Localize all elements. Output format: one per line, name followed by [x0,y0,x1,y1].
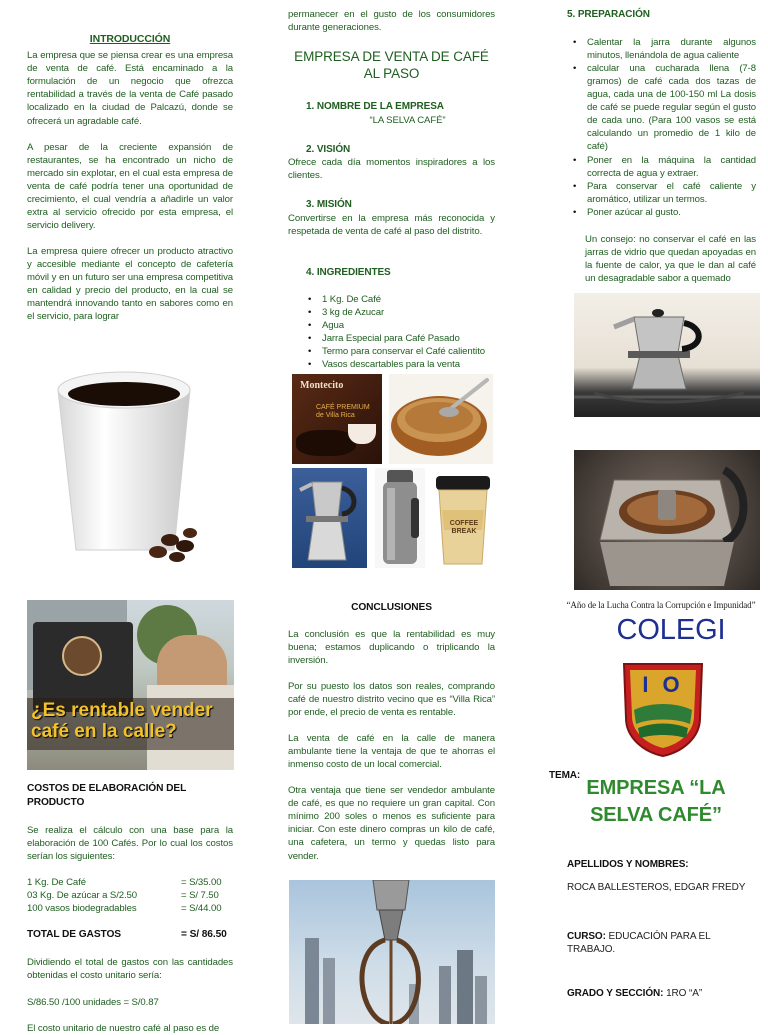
cost-row [27,889,233,902]
brand-sub: CAFÉ PREMIUM de Villa Rica [316,404,370,419]
preparation-step: • Poner en la máquina la cantidad correcta de agua y extraer. [567,154,756,180]
advice-text: Un consejo: no conservar el café en las jarras de vidrio que quedan apoyadas en la fuente de calor, ya que le dan al café un desagradable sabor a quemado [585,234,756,285]
ingredient-item: • Agua [302,319,495,332]
total-value: = S/ 86.50 [181,929,227,941]
tema-title: EMPRESA “LA SELVA CAFÉ” [586,777,726,826]
coffee-bag-image [292,374,382,464]
unit-cost-formula: S/86.50 /100 unidades = S/0.87 [27,997,159,1008]
divide-text: Dividiendo el total de gastos con las cantidades obtenidas el costo unitario sería: [27,956,233,981]
grado-value: 1RO “A” [666,988,703,1000]
cart-logo [62,636,102,676]
colegio-title: COLEGI [616,614,726,646]
moka-pot-image [292,468,367,568]
cover-section [562,600,760,646]
preparation-step: • Calentar la jarra durante algunos minutos, llenándola de agua caliente [567,36,756,62]
curso-label: CURSO: [567,931,606,943]
ingredient-item: • Jarra Especial para Café Pasado [302,332,495,345]
costs-intro: Se realiza el cálculo con una base para la elaboración de 100 Cafés. Por lo cual los costos serían los siguientes: [27,824,233,862]
preparation-steps [567,36,756,220]
stove-moka-photo [574,293,760,417]
section-1-title: 1. NOMBRE DE LA EMPRESA [306,101,444,113]
cost-price: = S/ 7.50 [181,889,219,901]
section-5-title: 5. PREPARACIÓN [567,9,650,20]
section-3-title: 3. MISIÓN [306,199,352,211]
section-4-title: 4. INGREDIENTES [306,267,391,279]
cost-row [27,876,233,889]
cost-item: 03 Kg. De azúcar a S/2.50 [27,889,138,901]
cost-list [27,876,233,915]
grado-line [567,987,757,1001]
conclusions-section [288,601,495,863]
conclusion-paragraph-1: La conclusión es que la rentabilidad es muy buena; estamos duplicando o triplicando la inversión. [288,628,495,666]
right-column [567,8,756,285]
intro-paragraph-3: La empresa quiere ofrecer un producto atractivo y accesible mediante el concepto de cafetería móvil y en un futuro ser una empresa competitiva en calidad y precio del producto, en la cual se mantendrá innovando tanto en sabores como en el servicio, para lograr [27,245,233,323]
cost-item: 100 vasos biodegradables [27,902,137,914]
mini-cup-shape [348,424,376,444]
mission-text: Convertirse en la empresa más reconocida y respetada de venta de café al paso del distrito. [288,213,495,238]
city-espresso-photo [289,880,495,1024]
conclusions-title: CONCLUSIONES [351,602,432,613]
preparation-step: • Poner azúcar al gusto. [567,206,756,219]
middle-column [288,8,495,371]
ingredient-item: • 3 kg de Azucar [302,306,495,319]
intro-paragraph-2: A pesar de la creciente expansión de restaurantes, se ha encontrado un nicho de mercado sin explotar, en el cual esta empresa de venta de café podría tener una oportunidad de crecimiento, el cual vendría a añadirle un valor extra al servicio ofrecido por esta empresa, el servicio delivery. [27,141,233,231]
coffee-break-cup-image [432,470,494,568]
curso-value: EDUCACIÓN PARA EL TRABAJO. [567,931,711,956]
cost-price: = S/44.00 [181,902,222,914]
company-name: “LA SELVA CAFÉ” [369,114,446,126]
total-label: TOTAL DE GASTOS [27,929,121,941]
preparation-step: • calcular una cucharada llena (7-8 gramos) de café cada dos tazas de agua, cada una de 100-150 ml La dosis de café se puede regular según el gusto de cada uno. (Para 100 vasos se está calculando un promedio de 1 kilo de café) [567,62,756,153]
ingredient-item: • Vasos descartables para la venta [302,358,495,371]
coffee-cup-image [40,350,210,575]
middle-top-text: permanecer en el gusto de los consumidores durante generaciones. [288,9,495,34]
total-row [27,928,233,942]
unit-cost-last-line: El costo unitario de nuestro café al paso es de [27,1023,220,1035]
student-info [567,858,757,1001]
grado-label: GRADO Y SECCIÓN: [567,988,664,1000]
conclusion-paragraph-4: Otra ventaja que tiene ser vendedor ambulante de café, es que no requiere un gran capital. Con mínimo 200 soles o menos es suficiente para iniciar. Con este dinero compras un kilo de café, una cafetera, un termo y quedas listo para vender. [288,785,495,862]
company-title: EMPRESA DE VENTA DE CAFÉ AL PASO [294,49,489,82]
curso-line [567,930,757,956]
conclusion-paragraph-2: Por su puesto los datos son reales, comprando café de nuestro distrito vecino que es “Villa Rica” por ende, el precio de venta es rentable. [288,681,495,719]
sugar-bowl-image [389,374,493,464]
cost-row [27,902,233,915]
ingredients-list [288,293,495,371]
conclusion-paragraph-3: La venta de café en la calle de manera ambulante tiene la ventaja de que te ahorras el inmenso costo de un local comercial. [288,733,495,771]
school-crest-icon [620,658,706,758]
crest-letters: I O [642,672,684,697]
thermos-image [375,468,425,568]
cup-text: COFFEE BREAK [449,520,479,535]
photo-caption: ¿Es rentable vender café en la calle? [31,700,213,742]
names-label: APELLIDOS Y NOMBRES: [567,859,689,870]
moka-interior-photo [574,450,760,590]
names-value: ROCA BALLESTEROS, EDGAR FREDY [567,881,746,893]
street-coffee-photo [27,600,234,770]
tema-label: TEMA: [549,770,581,781]
preparation-step: • Para conservar el café caliente y aromático, utilizar un termos. [567,180,756,206]
cost-price: = S/35.00 [181,876,222,888]
beans-shape [296,430,356,456]
costs-section [27,782,233,1035]
intro-paragraph-1: La empresa que se piensa crear es una empresa de venta de café. Está encaminado a la formulación de un negocio que ofrezca rentabilidad a través de la venta de Café pasado localizado en la ciudad de Palcazú, donde se ofrecerá un agradable café. [27,50,233,127]
ingredient-item: • Termo para conservar el Café calientito [302,345,495,358]
intro-title: INTRODUCCIÓN [89,33,171,45]
vision-text: Ofrece cada día momentos inspiradores a los clientes. [288,157,495,182]
brand-text: Montecito [300,380,344,391]
year-motto: “Año de la Lucha Contra la Corrupción e Impunidad” [566,600,756,610]
left-column [27,32,233,323]
costs-title: COSTOS DE ELABORACIÓN DEL PRODUCTO [27,783,187,808]
ingredient-item: • 1 Kg. De Café [302,293,495,306]
section-2-title: 2. VISIÓN [306,143,351,155]
cost-item: 1 Kg. De Café [27,876,86,888]
